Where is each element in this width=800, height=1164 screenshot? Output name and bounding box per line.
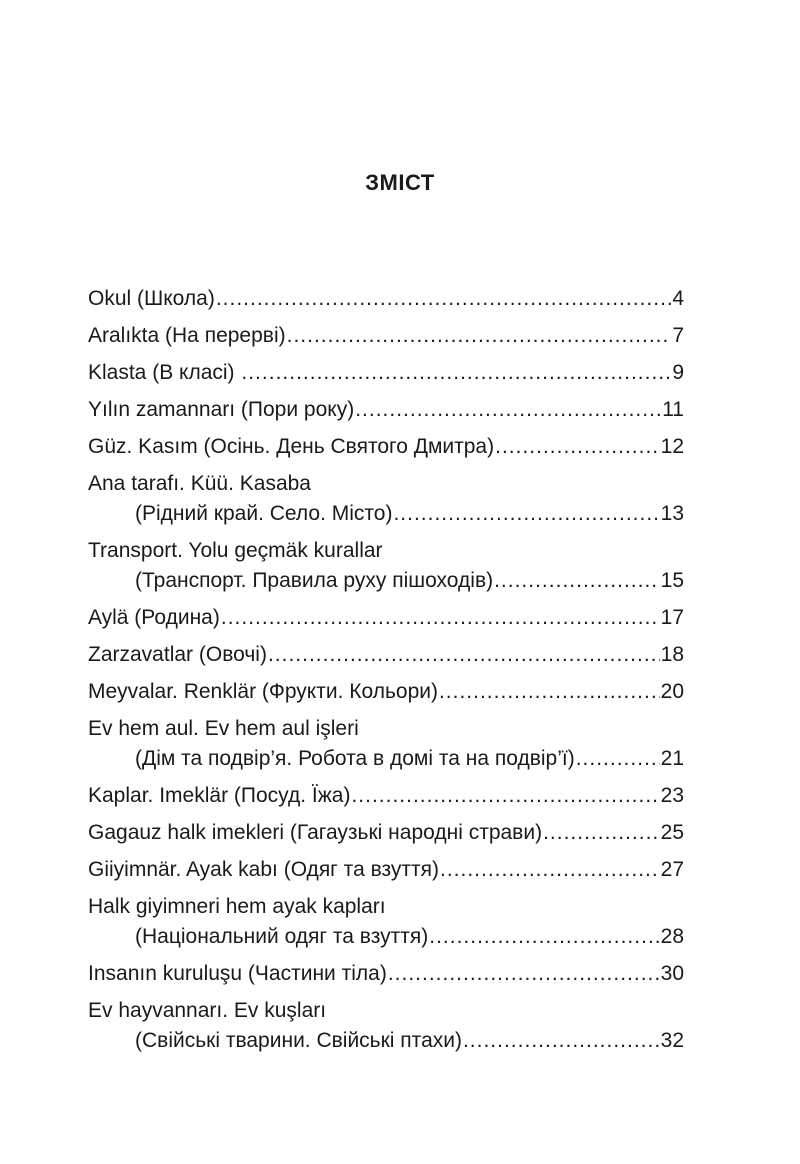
toc-entry-title: Meyvalar. Renklär (Фрукти. Кольори): [88, 680, 438, 703]
toc-page-number: 23: [660, 784, 684, 807]
toc-entry[interactable]: [88, 959, 684, 989]
dot-leader: [355, 395, 661, 425]
toc-page-number: 12: [660, 435, 684, 458]
toc-entry[interactable]: [88, 818, 684, 848]
toc-entry[interactable]: [88, 781, 684, 811]
toc-page-number: 7: [672, 324, 684, 347]
toc-page-number: 20: [660, 680, 684, 703]
toc-entry-subtitle: (Свійські тварини. Свійські птахи): [135, 1029, 462, 1052]
dot-leader: [429, 922, 659, 952]
toc-page-number: 4: [672, 287, 684, 310]
toc-entry-title: Halk giyimneri hem ayak kapları: [88, 895, 386, 918]
toc-entry-subtitle: (Рідний край. Село. Місто): [135, 502, 393, 525]
toc-entry[interactable]: [88, 855, 684, 885]
toc-entry-subtitle: (Дім та подвір’я. Робота в домі та на подвір’ї): [135, 747, 575, 770]
toc-entry-subtitle: (Транспорт. Правила руху пішоходів): [135, 569, 494, 592]
toc-entry-title: Giiyimnär. Ayak kabı (Одяг та взуття): [88, 858, 439, 881]
toc-entry-title: Klasta (В класі): [88, 361, 241, 384]
toc-page-number: 25: [660, 821, 684, 844]
toc-page-number: 28: [660, 925, 684, 948]
dot-leader: [351, 781, 659, 811]
toc-entry-title: Transport. Yolu geçmäk kurallar: [88, 539, 383, 562]
toc-entry-title: Okul (Школа): [88, 287, 215, 310]
toc-page-number: 32: [660, 1029, 684, 1052]
toc-entry[interactable]: [88, 892, 684, 952]
page-title: ЗМІСТ: [365, 170, 435, 195]
dot-leader: [241, 358, 671, 388]
dot-leader: [388, 959, 660, 989]
dot-leader: [440, 855, 660, 885]
toc-entry-title: Zarzavatlar (Овочі): [88, 643, 267, 666]
toc-entry-subtitle: (Національний одяг та взуття): [135, 925, 429, 948]
toc-entry[interactable]: [88, 996, 684, 1056]
toc-entry-title: Kaplar. Imeklär (Посуд. Їжа): [88, 784, 351, 807]
toc-entry-title: Aralıkta (На перерві): [88, 324, 286, 347]
toc-entry-title: Gagauz halk imekleri (Гагаузькі народні страви): [88, 821, 543, 844]
toc-entry[interactable]: [88, 714, 684, 774]
toc-entry[interactable]: [88, 677, 684, 707]
toc-entry-title: Insanın kuruluşu (Частини тіла): [88, 962, 387, 985]
toc-entry[interactable]: [88, 640, 684, 670]
toc-entry-title: Ev hayvannarı. Ev kuşları: [88, 999, 327, 1022]
dot-leader: [494, 566, 660, 596]
toc-entry[interactable]: [88, 395, 684, 425]
toc-entry-title: Yılın zamannarı (Пори року): [88, 398, 355, 421]
toc-entry[interactable]: [88, 469, 684, 529]
toc-entry-title: Aylä (Родина): [88, 606, 220, 629]
dot-leader: [287, 321, 672, 351]
toc-entry-title: Güz. Kasım (Осінь. День Святого Дмитра): [88, 435, 495, 458]
toc-entry[interactable]: [88, 321, 684, 351]
toc-entry-title: Ana tarafı. Küü. Kasaba: [88, 472, 311, 495]
toc-page-number: 21: [660, 747, 684, 770]
toc-page-number: 15: [660, 569, 684, 592]
toc-entry[interactable]: [88, 358, 684, 388]
dot-leader: [495, 432, 660, 462]
dot-leader: [268, 640, 660, 670]
toc-page-number: 13: [660, 502, 684, 525]
dot-leader: [576, 744, 660, 774]
dot-leader: [463, 1026, 660, 1056]
toc-page-number: 11: [662, 398, 684, 421]
dot-leader: [393, 499, 659, 529]
toc-entry[interactable]: [88, 536, 684, 596]
toc-entry[interactable]: [88, 432, 684, 462]
toc-page-number: 27: [660, 858, 684, 881]
dot-leader: [439, 677, 660, 707]
toc-page-number: 18: [660, 643, 684, 666]
toc-page-number: 17: [660, 606, 684, 629]
table-of-contents: [88, 284, 684, 1063]
toc-page-number: 9: [672, 361, 684, 384]
toc-entry-title: Ev hem aul. Ev hem aul işleri: [88, 717, 359, 740]
toc-entry[interactable]: [88, 603, 684, 633]
dot-leader: [216, 284, 671, 314]
toc-page-number: 30: [660, 962, 684, 985]
dot-leader: [221, 603, 660, 633]
toc-entry[interactable]: [88, 284, 684, 314]
dot-leader: [543, 818, 660, 848]
